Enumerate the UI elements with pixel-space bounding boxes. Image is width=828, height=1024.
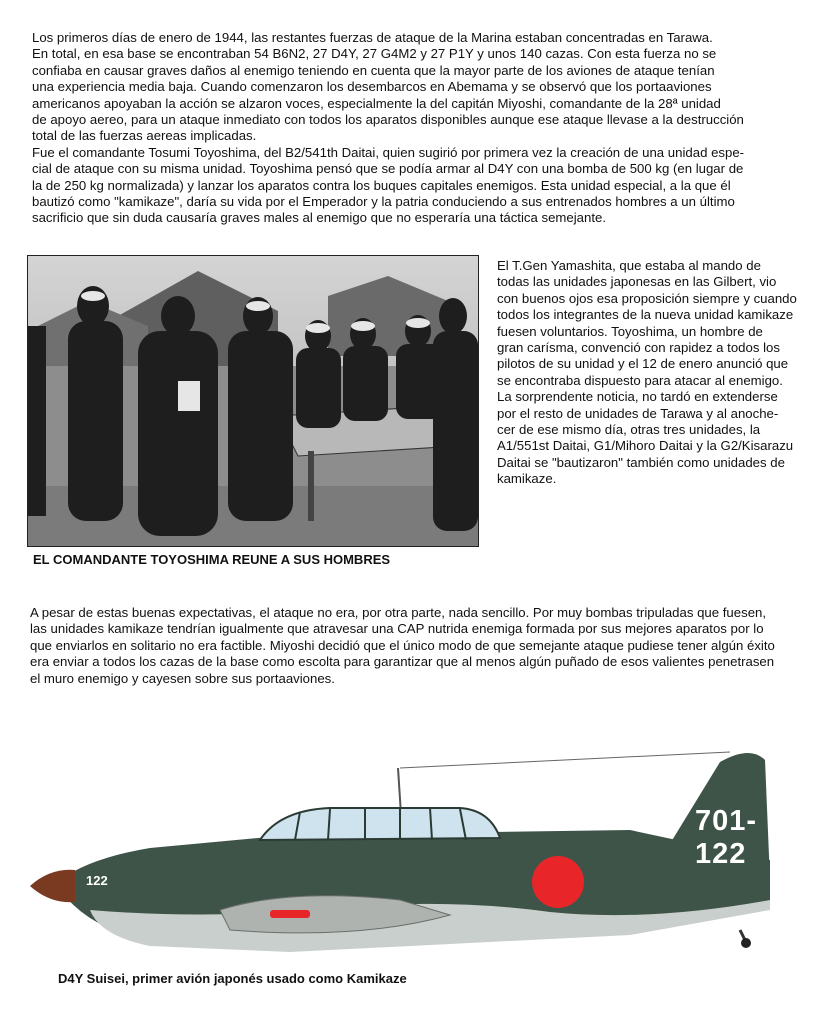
middle-line: el muro enemigo y cayesen sobre sus portaaviones. [30, 670, 335, 686]
right-column-line: cer de ese mismo día, otras tres unidades, la [497, 422, 761, 438]
intro-line: Fue el comandante Tosumi Toyoshima, del B2/541th Daitai, quien sugirió por primera vez la creación de una unidad espe- [32, 144, 745, 160]
right-column-line: El T.Gen Yamashita, que estaba al mando de [497, 258, 761, 273]
middle-line: era enviar a todos los cazas de la base como escolta para garantizar que al menos algún puñado de esos valientes penetrasen [30, 654, 775, 670]
middle-line: las unidades kamikaze tendrían igualmente que atravesar una CAP nutrida enemiga formada por sus mejores aparatos por lo [30, 621, 764, 637]
intro-line: americanos apoyaban la acción se alzaron voces, especialmente la del capitán Miyoshi, comandante de la 28ª unidad [32, 95, 721, 111]
intro-line: confiaba en causar graves daños al enemigo teniendo en cuenta que la mayor parte de los aviones de ataque tenían [32, 62, 715, 78]
middle-line: A pesar de estas buenas expectativas, el ataque no era, por otra parte, nada sencillo. Por muy bombas tripuladas que fuesen, [30, 605, 767, 620]
intro-line: Los primeros días de enero de 1944, las restantes fuerzas de ataque de la Marina estaban concentradas en Tarawa. [32, 30, 713, 45]
intro-line: total de las fuerzas aereas implicadas. [32, 128, 257, 144]
intro-paragraph [32, 30, 802, 227]
right-column-line: gran carísma, convenció con rapidez a todos los [497, 340, 780, 356]
right-column-line: pilotos de su unidad y el 12 de enero anunció que [497, 356, 789, 372]
right-column-line: se encontraba dispuesto para atacar al enemigo. [497, 372, 783, 388]
photo-toyoshima-meeting [27, 255, 479, 547]
right-column-line: kamikaze. [497, 471, 557, 487]
middle-paragraph [30, 605, 820, 687]
nose-code: 122 [86, 873, 108, 888]
intro-line: la de 250 kg normalizada) y lanzar los aparatos contra los buques capitales enemigos. Esta unidad especial, a la que él [32, 177, 731, 193]
right-column-line: Daitai se "bautizaron" también como unidades de [497, 454, 785, 470]
right-column-line: A1/551st Daitai, G1/Mihoro Daitai y la G2/Kisarazu [497, 438, 794, 454]
intro-line: En total, en esa base se encontraban 54 B6N2, 27 D4Y, 27 G4M2 y 27 P1Y y unos 140 cazas. Con esta fuerza no se [32, 46, 717, 62]
middle-line: que enviarlos en solitario no era factible. Miyoshi decidió que el único modo de que semejante ataque pudiese tener algún éxito [30, 637, 775, 653]
right-column-line: La sorprendente noticia, no tardó en extenderse [497, 389, 778, 405]
intro-line: bautizó como "kamikaze", daría su vida por el Emperador y la patria conduciendo a sus entrenados hombres a un último [32, 194, 735, 210]
d4y-suisei-illustration [30, 740, 790, 960]
hinomaru-roundel [532, 856, 584, 908]
intro-line: sacrificio que sin duda causaría graves males al enemigo que no esperaría una táctica semejante. [32, 210, 606, 226]
right-column-line: por el resto de unidades de Tarawa y al anoche- [497, 405, 779, 421]
right-column-line: fuesen voluntarios. Toyoshima, un hombre de [497, 323, 763, 339]
right-column-line: con buenos ojos esa proposición siempre y cuando [497, 290, 797, 306]
intro-line: una experiencia media baja. Cuando comenzaron los desembarcos en Abemama y se observó que los portaaviones [32, 79, 712, 95]
intro-line: cial de ataque con su misma unidad. Toyoshima pensó que se podía armar al D4Y con una bomba de 500 kg (en lugar de [32, 161, 744, 177]
intro-line: de apoyo aereo, para un ataque inmediato con todos los aparatos disponibles aunque ese ataque llevase a la destrucción [32, 112, 744, 128]
photo-caption: EL COMANDANTE TOYOSHIMA REUNE A SUS HOMBRES [33, 552, 391, 567]
right-column-line: todos los integrantes de la nueva unidad kamikaze [497, 307, 794, 323]
tail-code: 701-122 [695, 805, 758, 870]
right-column-paragraph [497, 258, 797, 488]
right-column-line: todas las unidades japonesas en las Gilbert, vio [497, 274, 777, 290]
propeller-spinner [30, 870, 75, 902]
plane-caption: D4Y Suisei, primer avión japonés usado como Kamikaze [58, 971, 407, 986]
